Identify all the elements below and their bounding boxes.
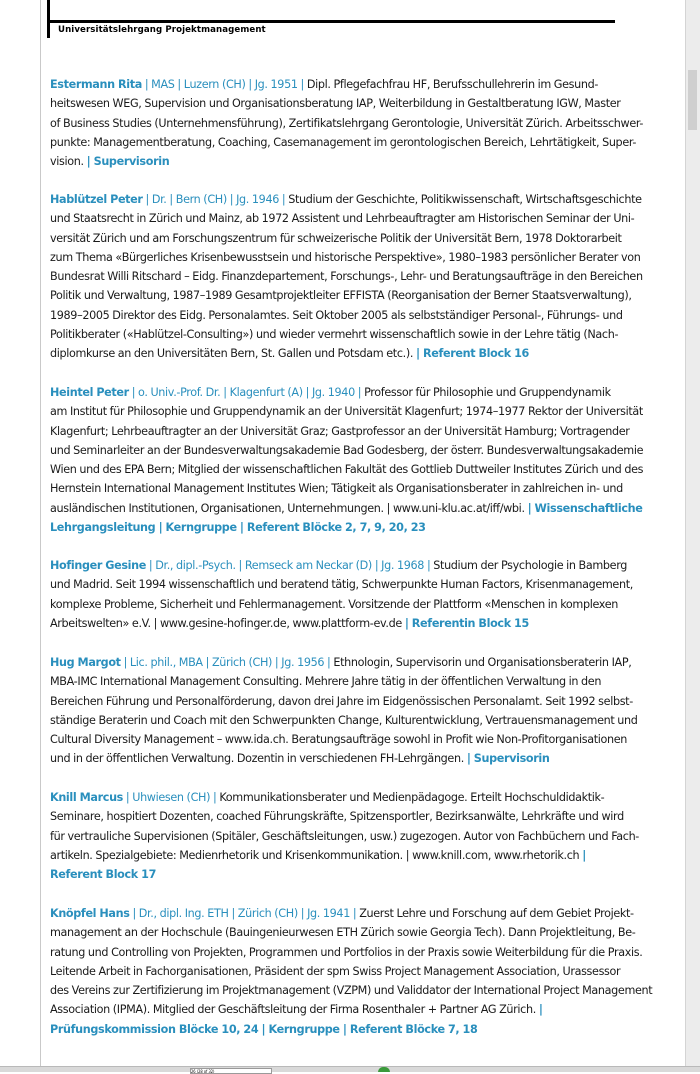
bio-meta: | Dr. | Bern (CH) | Jg. 1946 | — [142, 193, 289, 206]
bio-text: zum Thema «Bürgerliches Krisenbewusstsein und historische Perspektive», 1980–1983 persönlicher Berater von — [50, 250, 641, 264]
bio-text: Wien und des EPA Bern; Mitglied der wissenschaftlichen Fakultät des Gottlieb Duttweiler Institutes Zürich und des — [50, 463, 644, 477]
bio-text: artikeln. Spezialgebiete: Medienrhetorik und Krisenkommunikation. | www.knill.com, www.rhetorik.ch — [50, 848, 583, 862]
text-line — [50, 692, 633, 711]
text-line — [50, 1020, 610, 1039]
bio-text: am Institut für Philosophie und Gruppendynamik an der Universität Klagenfurt; 1974–1977 Rektor der Universität — [50, 405, 643, 419]
bio-text: Zuerst Lehre und Forschung auf dem Gebiet Projekt- — [359, 907, 634, 920]
bio-text: Arbeitswelten» e.V. | www.gesine-hofinger.de, www.plattform-ev.de — [50, 616, 405, 630]
bio-text: 1989–2005 Direktor des Eidg. Personalamtes. Seit Oktober 2005 als selbstständiger Personal-, Führungs- und — [50, 308, 623, 322]
go-icon[interactable] — [378, 1067, 390, 1072]
text-line — [50, 499, 643, 518]
bio-text: Bereichen Führung und Personalförderung, davon drei Jahre im Eidgenössischen Personalamt. Seit 1992 selbst- — [50, 694, 633, 708]
bio-text: heitswesen WEG, Supervision und Organisationsberatung IAP, Weiterbildung in Gestaltberatung IGW, Master — [50, 97, 621, 111]
header-rule-vertical — [47, 0, 50, 38]
text-line — [50, 190, 642, 209]
text-line — [50, 152, 610, 171]
bio-meta: | Uhwiesen (CH) | — [123, 791, 220, 804]
text-line — [50, 133, 637, 152]
text-line — [50, 402, 643, 421]
text-line — [50, 672, 610, 691]
bio-text: Ethnologin, Supervisorin und Organisationsberaterin IAP, — [333, 656, 632, 669]
bio-name: Knill Marcus — [50, 791, 123, 804]
bio-text: und in der öffentlichen Verwaltung. Dozentin in verschiedenen FH-Lehrgängen. — [50, 752, 467, 766]
bio-meta: | — [538, 1003, 543, 1017]
bio-text: und Seminarleiter an der Bundesverwaltungsakademie Bad Godesberg, der österr. Bundesverwaltungsakademie — [50, 443, 644, 457]
bio-name: Hablützel Peter — [50, 193, 143, 206]
bio-meta: | Supervisorin — [86, 155, 170, 169]
bio-text: vision. — [50, 155, 87, 169]
bio-name: Hofinger Gesine — [50, 559, 146, 572]
bio-text: und Madrid. Seit 1994 wissenschaftlich und beratend tätig, Schwerpunkte Human Factors, Krisenmanagement, — [50, 578, 633, 592]
bio-text: Association (IPMA). Mitglied der Geschäftsleitung der Firma Rosenthaler + Partner AG Zürich. — [50, 1003, 539, 1017]
text-line — [50, 383, 610, 402]
text-line — [50, 556, 628, 575]
bio-text: Leitende Arbeit in Fachorganisationen, Präsident der spm Swiss Project Management Association, Urassessor — [50, 964, 621, 978]
header-rule-horizontal — [47, 20, 615, 23]
text-line — [50, 248, 641, 267]
bio-meta: | Referentin Block 15 — [404, 616, 529, 630]
text-line — [50, 653, 632, 672]
bio-text: Klagenfurt; Lehrbeauftragter an der Universität Graz; Gastprofessor an der Universität Hamburg; Vortragender — [50, 424, 630, 438]
text-line — [50, 1000, 610, 1019]
text-line — [50, 286, 632, 305]
text-line — [50, 575, 633, 594]
text-line — [50, 846, 610, 865]
bio-text: Seminare, hospitiert Dozenten, coached Führungskräfte, Spitzensportler, Bezirksanwälte, Lehrkräfte und wird — [50, 810, 624, 824]
bio-text: für vertrauliche Supervisionen (Spitäler, Geschäftsleitungen, usw.) zugezogen. Autor von Fachbüchern und Fach- — [50, 829, 639, 843]
text-line — [50, 422, 630, 441]
text-line — [50, 75, 610, 94]
bio-text: Studium der Geschichte, Politikwissenschaft, Wirtschaftsgeschichte — [288, 193, 642, 206]
bio-meta: | Dr., dipl.-Psych. | Remseck am Neckar (D) | Jg. 1968 | — [146, 559, 434, 572]
bio-text: des Vereins zur Zertifizierung im Projektmanagement (VZPM) und Validdator der International Project Management — [50, 984, 653, 998]
text-line — [50, 923, 636, 942]
bio-meta: Prüfungskommission Blöcke 10, 24 | Kerngruppe | Referent Blöcke 7, 18 — [50, 1022, 478, 1036]
bio-text: Cultural Diversity Management – www.ida.ch. Beratungsaufträge sowohl in Profit wie Non-Profitorganisationen — [50, 733, 628, 747]
bio-meta: | Lic. phil., MBA | Zürich (CH) | Jg. 1956 | — [120, 656, 334, 669]
text-line — [50, 749, 610, 768]
bio-text: Hernstein International Management Institutes Wien; Tätigkeit als Organisationsberater in zahlreichen in- und — [50, 482, 623, 496]
bio-name: Estermann Rita — [50, 78, 142, 91]
bio-text: management an der Hochschule (Bauingenieurwesen ETH Zürich sowie Georgia Tech). Dann Projektleitung, Be- — [50, 926, 636, 940]
text-line — [50, 962, 621, 981]
text-line — [50, 229, 622, 248]
bio-meta: | Wissenschaftliche — [527, 501, 643, 515]
text-line — [50, 306, 623, 325]
text-line — [50, 827, 639, 846]
text-line — [50, 441, 644, 460]
text-line — [50, 614, 610, 633]
bio-entry-knill — [50, 788, 639, 884]
text-line — [50, 479, 623, 498]
bio-text: ausländischen Institutionen, Organisationen, Unternehmungen. | www.uni-klu.ac.at/iff/wbi. — [50, 501, 528, 515]
bio-meta: | — [582, 848, 586, 862]
text-line — [50, 460, 644, 479]
bio-meta: | Dr., dipl. Ing. ETH | Zürich (CH) | Jg. 1941 | — [129, 907, 360, 920]
bio-text: komplexe Probleme, Sicherheit und Fehlermanagement. Vorsitzende der Plattform «Menschen in komplexen — [50, 597, 619, 611]
bio-name: Knöpfel Hans — [50, 907, 130, 920]
bio-entry-estermann — [50, 75, 644, 171]
bio-text: Politik und Verwaltung, 1987–1989 Gesamtprojektleiter EFFISTA (Reorganisation der Berner Staatsverwaltung), — [50, 289, 632, 303]
text-line — [50, 209, 635, 228]
bio-text: diplomkurse an den Universitäten Bern, St. Gallen und Potsdam etc.). — [50, 347, 416, 361]
text-line — [50, 865, 610, 884]
text-line — [50, 943, 643, 962]
text-line — [50, 518, 610, 537]
bio-text: ratung und Controlling von Projekten, Programmen und Portfolios in der Praxis sowie Weiterbildung für die Praxis. — [50, 945, 643, 959]
scrollbar-thumb[interactable] — [688, 70, 697, 130]
bio-name: Heintel Peter — [50, 386, 129, 399]
bio-meta: | Supervisorin — [466, 752, 550, 766]
bio-text: Dipl. Pflegefachfrau HF, Berufsschullehrerin im Gesund- — [306, 78, 599, 91]
text-line — [50, 267, 643, 286]
bio-meta: | Referent Block 16 — [415, 347, 529, 361]
bio-meta: Referent Block 17 — [50, 868, 157, 882]
text-line — [50, 981, 653, 1000]
bio-text: versität Zürich und am Forschungszentrum für schweizerische Politik der Universität Bern, 1978 Doktorarbeit — [50, 231, 622, 245]
bio-entry-hofinger — [50, 556, 633, 633]
text-line — [50, 595, 619, 614]
bio-text: Politikberater («Hablützel-Consulting») und wieder vermehrt wissenschaftlich sowie in der Lehre tätig (Nach- — [50, 328, 619, 342]
bio-text: MBA-IMC International Management Consulting. Mehrere Jahre tätig in der öffentlichen Verwaltung in den — [50, 675, 602, 689]
text-line — [50, 711, 638, 730]
text-line — [50, 94, 621, 113]
bio-text: Bundesrat Willi Ritschard – Eidg. Finanzdepartement, Forschungs-, Lehr- und Beratungsaufträge in den Bereichen — [50, 270, 643, 284]
bio-entry-habluetzel — [50, 190, 643, 364]
text-line — [50, 730, 628, 749]
bio-text: Professor für Philosophie und Gruppendynamik — [364, 386, 611, 399]
viewer-toolbar — [0, 1066, 700, 1072]
page-header-title: Universitätslehrgang Projektmanagement — [58, 25, 266, 35]
bio-meta: Lehrgangsleitung | Kerngruppe | Referent Blöcke 2, 7, 9, 20, 23 — [50, 521, 426, 535]
bio-meta: | MAS | Luzern (CH) | Jg. 1951 | — [141, 78, 307, 91]
bio-text: Kommunikationsberater und Medienpädagoge. Erteilt Hochschuldidaktik- — [219, 791, 605, 804]
bio-text: of Business Studies (Unternehmensführung), Zertifikatslehrgang Gerontologie, Universität Zürich. Arbeitsschwer- — [50, 116, 644, 130]
bio-text: und Staatsrecht in Zürich und Mainz, ab 1972 Assistent und Lehrbeauftragter am Historischen Seminar der Uni- — [50, 212, 635, 226]
bio-entry-knoepfel — [50, 904, 653, 1039]
vertical-scrollbar[interactable] — [685, 0, 700, 1066]
text-line — [50, 325, 619, 344]
bio-entry-hug — [50, 653, 638, 769]
bio-text: Studium der Psychologie in Bamberg — [433, 559, 628, 572]
bio-text: ständige Beraterin und Coach mit den Schwerpunkten Change, Kulturentwicklung, Vertrauensmanagement und — [50, 713, 638, 727]
page-number-field[interactable]: 26 (28 of 32) — [190, 1068, 272, 1074]
text-line — [50, 788, 610, 807]
text-line — [50, 114, 644, 133]
text-line — [50, 904, 634, 923]
text-line — [50, 344, 610, 363]
bio-text: punkte: Managementberatung, Coaching, Casemanagement im gerontologischen Bereich, Lehrtätigkeit, Super- — [50, 135, 637, 149]
bio-meta: | o. Univ.-Prof. Dr. | Klagenfurt (A) | Jg. 1940 | — [128, 386, 365, 399]
viewer-left-margin — [0, 0, 41, 1066]
text-line — [50, 807, 624, 826]
bio-name: Hug Margot — [50, 656, 121, 669]
bio-entry-heintel — [50, 383, 644, 537]
